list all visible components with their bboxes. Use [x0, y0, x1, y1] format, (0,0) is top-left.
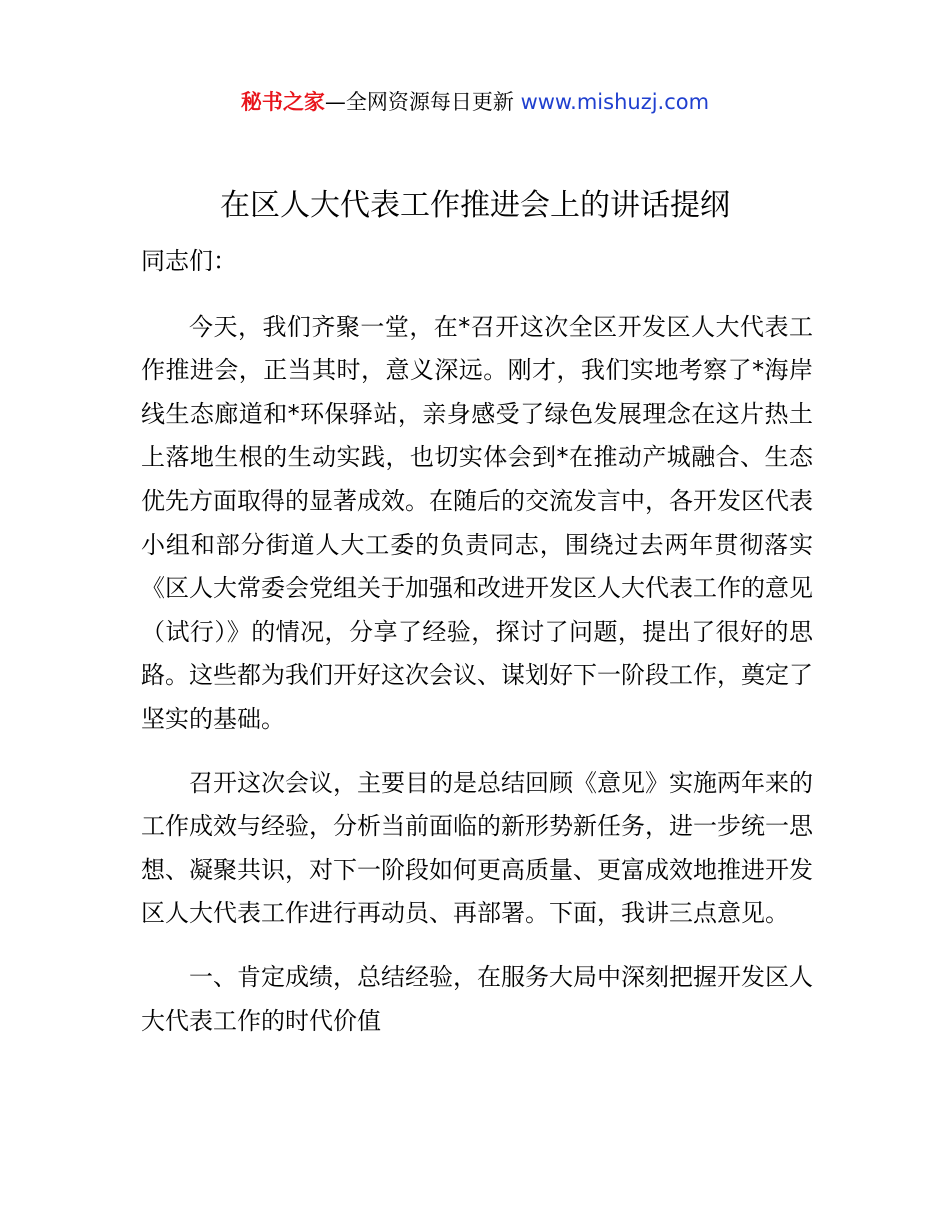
section-heading-one: 一、肯定成绩，总结经验，在服务大局中深刻把握开发区人大代表工作的时代价值 — [141, 962, 813, 1035]
page-header — [0, 86, 950, 118]
salutation: 同志们： — [141, 247, 237, 275]
header-site-link[interactable]: www.mishuzj.com — [520, 90, 710, 114]
header-tagline: —全网资源每日更新 — [324, 90, 514, 114]
header-brand: 秘书之家 — [240, 90, 325, 114]
paragraph-opening: 今天，我们齐聚一堂，在*召开这次全区开发区人大代表工作推进会，正当其时，意义深远。刚才，我们实地考察了*海岸线生态廊道和*环保驿站，亲身感受了绿色发展理念在这片热土上落地生根的生动实践，也切实体会到*在推动产城融合、生态优先方面取得的显著成效。在随后的交流发言中，各开发区代表小组和部分街道人大工委的负责同志，围绕过去两年贯彻落实《区人大常委会党组关于加强和改进开发区人大代表工作的意见（试行）》的情况，分享了经验，探讨了问题，提出了很好的思路。这些都为我们开好这次会议、谋划好下一阶段工作，奠定了坚实的基础。 — [141, 312, 813, 733]
document-body — [141, 240, 813, 1063]
paragraph-purpose: 召开这次会议，主要目的是总结回顾《意见》实施两年来的工作成效与经验，分析当前面临的新形势新任务，进一步统一思想、凝聚共识，对下一阶段如何更高质量、更富成效地推进开发区人大代表工作进行再动员、再部署。下面，我讲三点意见。 — [141, 768, 813, 928]
document-title: 在区人大代表工作推进会上的讲话提纲 — [220, 188, 730, 223]
